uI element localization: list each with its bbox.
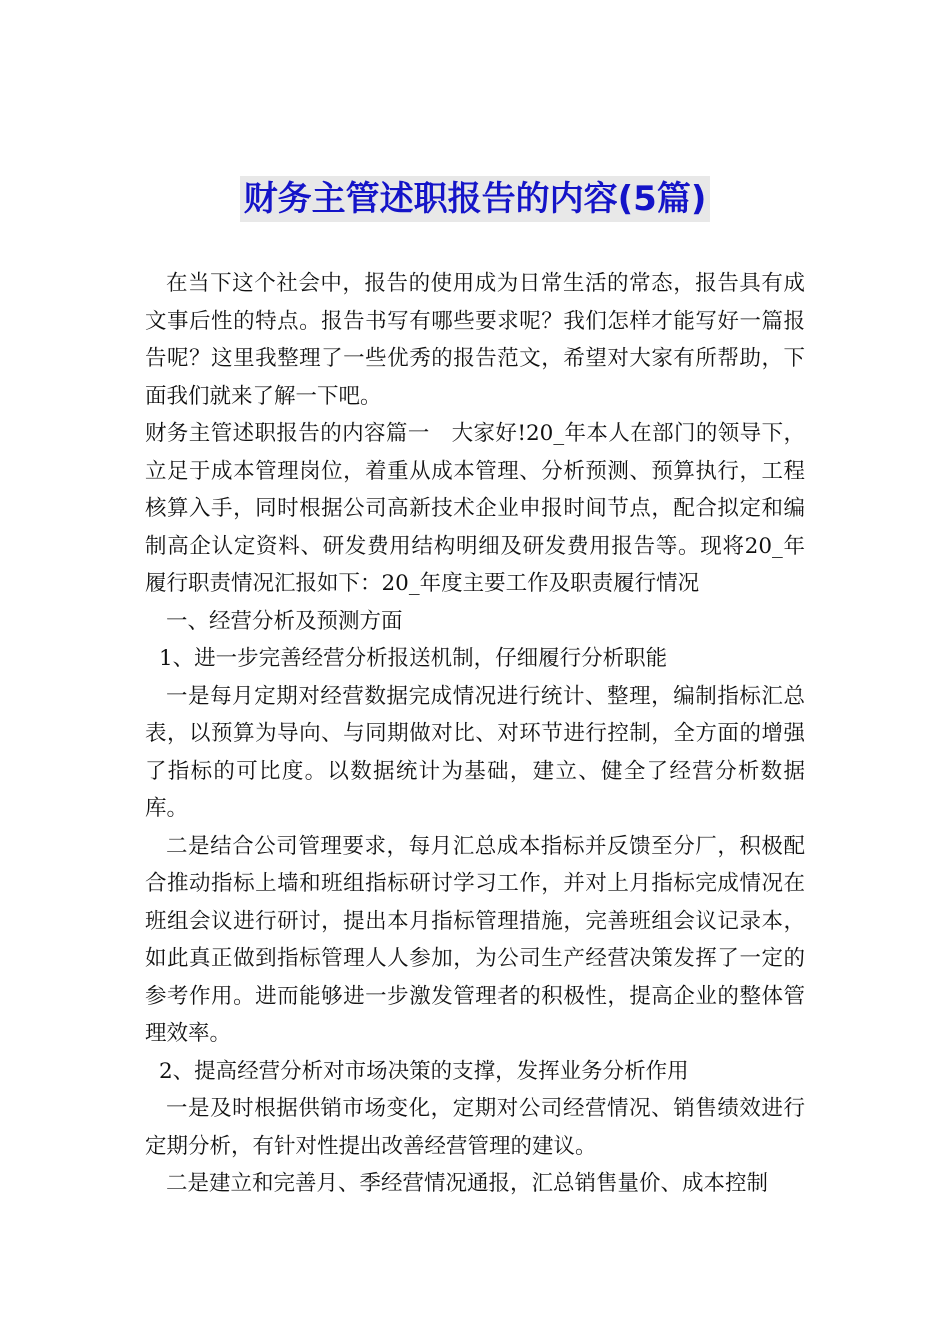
document-title-wrapper [0,176,950,222]
subheading-market-decision: 2、提高经营分析对市场决策的支撑，发挥业务分析作用 [159,1058,689,1084]
paragraph-section-one: 财务主管述职报告的内容篇一 大家好!20_年本人在部门的领导下，立足于成本管理岗位，着重从成本管理、分析预测、预算执行，工程核算入手，同时根据公司高新技术企业申报时间节点，配合拟定和编制高企认定资料、研发费用结构明细及研发费用报告等。现将20_年履行职责情况汇报如下：20_年度主要工作及职责履行情况 [145,421,805,596]
document-title: 财务主管述职报告的内容(5篇) [240,176,711,222]
paragraph-intro: 在当下这个社会中，报告的使用成为日常生活的常态，报告具有成文事后性的特点。报告书写有哪些要求呢？我们怎样才能写好一篇报告呢？这里我整理了一些优秀的报告范文，希望对大家有所帮助，下面我们就来了解一下吧。 [145,271,805,409]
paragraph-monthly-statistics: 一是每月定期对经营数据完成情况进行统计、整理，编制指标汇总表，以预算为导向、与同期做对比、对环节进行控制，全方面的增强了指标的可比度。以数据统计为基础，建立、健全了经营分析数据库。 [145,683,805,821]
paragraph-quarterly-report: 二是建立和完善月、季经营情况通报，汇总销售量价、成本控制 [166,1171,769,1196]
document-body [145,265,805,1203]
paragraph-cost-indicators: 二是结合公司管理要求，每月汇总成本指标并反馈至分厂，积极配合推动指标上墙和班组指标研讨学习工作，并对上月指标完成情况在班组会议进行研讨，提出本月指标管理措施，完善班组会议记录本，如此真正做到指标管理人人参加，为公司生产经营决策发挥了一定的参考作用。进而能够进一步激发管理者的积极性，提高企业的整体管理效率。 [145,833,805,1046]
subheading-reporting-mechanism: 1、进一步完善经营分析报送机制，仔细履行分析职能 [159,646,668,671]
paragraph-market-analysis: 一是及时根据供销市场变化，定期对公司经营情况、销售绩效进行定期分析，有针对性提出改善经营管理的建议。 [145,1096,805,1159]
heading-business-analysis: 一、经营分析及预测方面 [166,608,403,634]
